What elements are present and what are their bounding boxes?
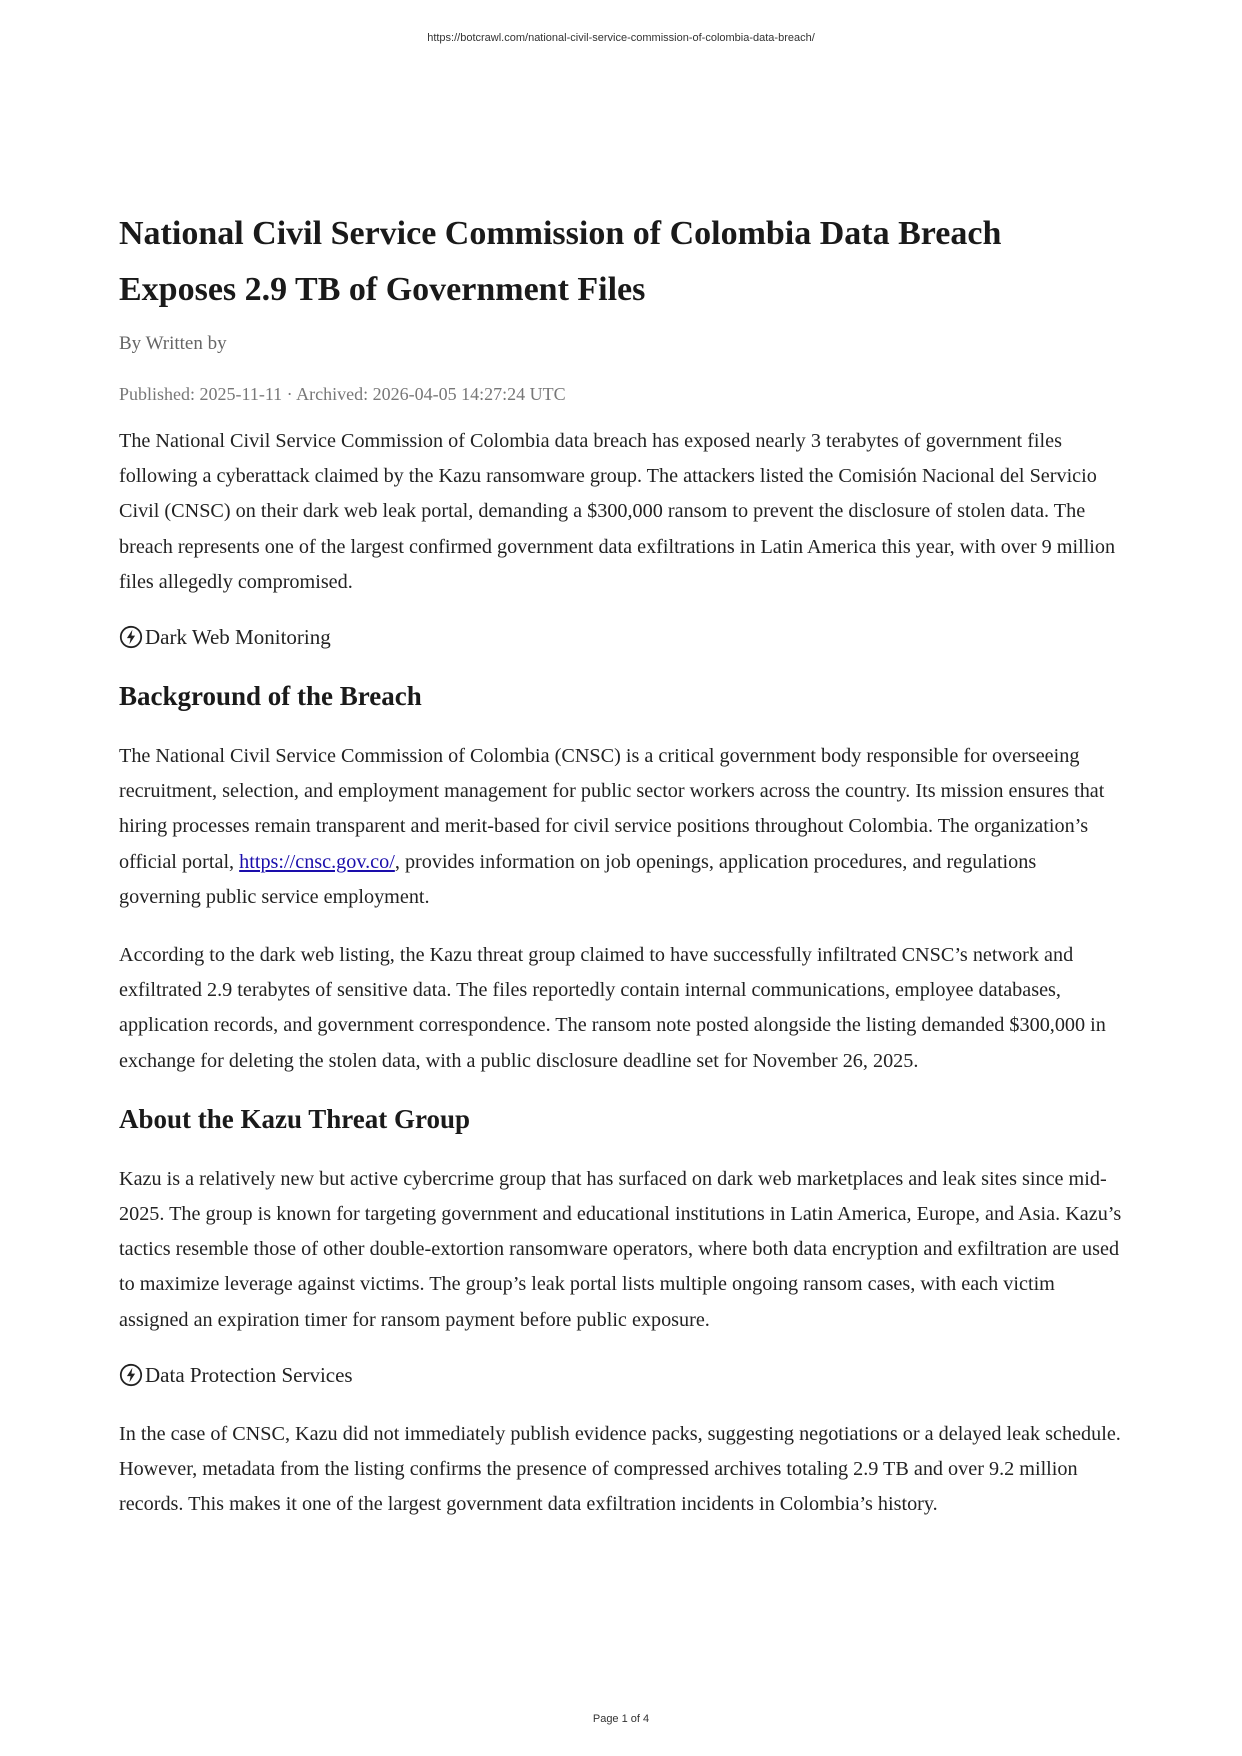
callout-label[interactable]: Dark Web Monitoring	[145, 625, 331, 650]
paragraph-text: The National Civil Service Commission of Colombia (CNSC) is a critical government body responsible for overseeing recruitment, selection, and employment management for public sector workers across the country. Its mission ensures that hiring processes remain transparent and merit-based for civil service positions throughout Colombia. The organization’s official portal,	[119, 745, 1105, 873]
section-heading-kazu: About the Kazu Threat Group	[119, 1103, 471, 1134]
background-paragraph-2: According to the dark web listing, the Kazu threat group claimed to have successfully infiltrated CNSC’s network and exfiltrated 2.9 terabytes of sensitive data. The files reportedly contain internal communications, employee databases, application records, and government correspondence. The ransom note posted alongside the listing demanded $300,000 in exchange for deleting the stolen data, with a public disclosure deadline set for November 26, 2025.	[119, 944, 1106, 1072]
article-byline: By Written by	[119, 333, 227, 354]
article-title: National Civil Service Commission of Colombia Data Breach Exposes 2.9 TB of Government Files	[119, 215, 1002, 308]
intro-paragraph: The National Civil Service Commission of Colombia data breach has exposed nearly 3 terabytes of government files following a cyberattack claimed by the Kazu ransomware group. The attackers listed the Comisión Nacional del Servicio Civil (CNSC) on their dark web leak portal, demanding a $300,000 ransom to prevent the disclosure of stolen data. The breach represents one of the largest confirmed government data exfiltrations in Latin America this year, with over 9 million files allegedly compromised.	[119, 430, 1116, 593]
lightning-circle-icon	[119, 625, 143, 649]
callout-label[interactable]: Data Protection Services	[145, 1362, 353, 1387]
paragraph-text: , provides information on job openings, application procedures, and regulations governing public service employment.	[119, 850, 1037, 908]
article	[119, 206, 1123, 1545]
dark-web-monitoring-callout[interactable]	[119, 623, 1123, 651]
kazu-paragraph-1: Kazu is a relatively new but active cybercrime group that has surfaced on dark web marketplaces and leak sites since mid-2025. The group is known for targeting government and educational institutions in Latin America, Europe, and Asia. Kazu’s tactics resemble those of other double-extortion ransomware operators, where both data encryption and exfiltration are used to maximize leverage against victims. The group’s leak portal lists multiple ongoing ransom cases, with each victim assigned an expiration timer for ransom payment before public exposure.	[119, 1167, 1122, 1331]
lightning-circle-icon	[119, 1363, 143, 1387]
closing-paragraph: In the case of CNSC, Kazu did not immediately publish evidence packs, suggesting negotiations or a delayed leak schedule. However, metadata from the listing confirms the presence of compressed archives totaling 2.9 TB and over 9.2 million records. This makes it one of the largest government data exfiltration incidents in Colombia’s history.	[119, 1422, 1121, 1516]
section-heading-background: Background of the Breach	[119, 681, 422, 712]
page-number-footer: Page 1 of 4	[592, 1713, 650, 1725]
background-paragraph-1	[119, 739, 1123, 915]
data-protection-callout[interactable]	[119, 1361, 1123, 1389]
page-url-header: https://botcrawl.com/national-civil-service-commission-of-colombia-data-breach/	[427, 32, 815, 44]
article-publish-meta: Published: 2025-11-11 · Archived: 2026-04-05 14:27:24 UTC	[119, 384, 566, 404]
cnsc-portal-link[interactable]: https://cnsc.gov.co/	[239, 850, 395, 873]
